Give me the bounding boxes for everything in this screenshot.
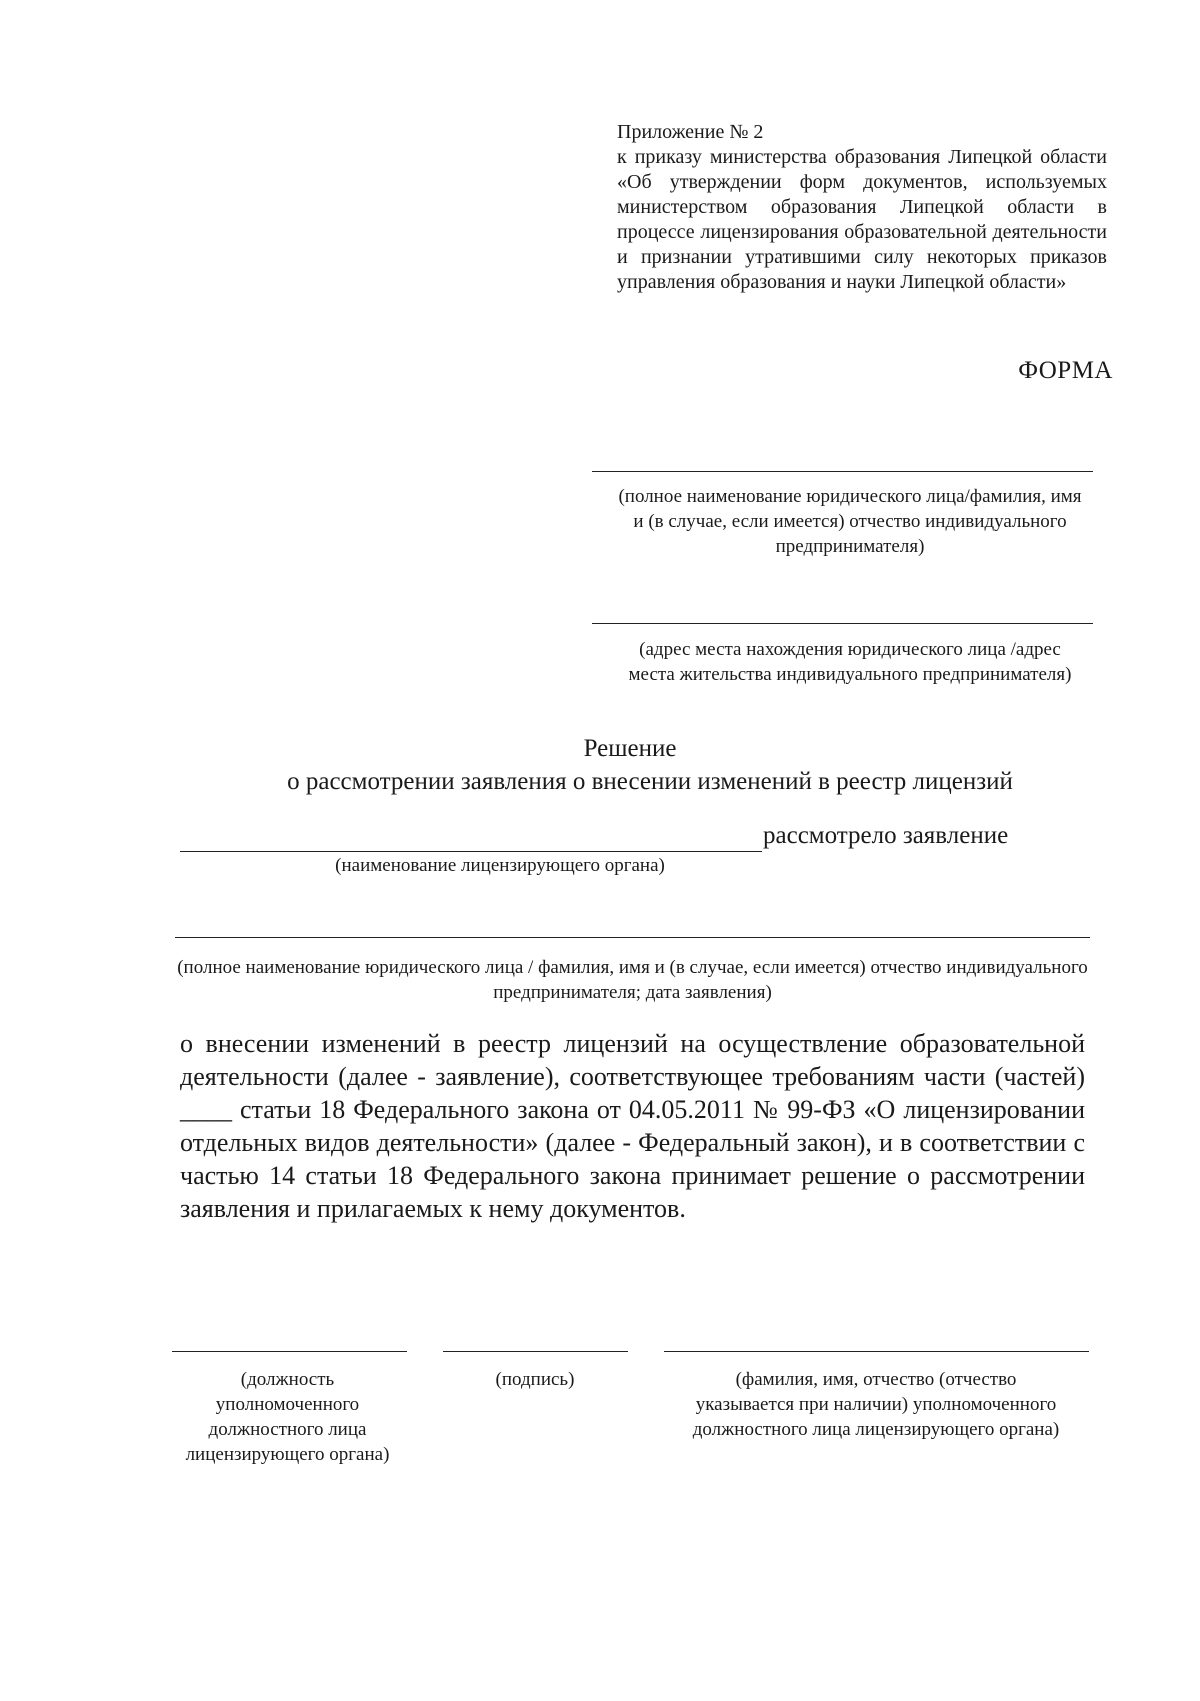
annex-body: к приказу министерства образования Липецкой области «Об утверждении форм документов, используемых министерством образования Липецкой области в процессе лицензирования образовательной деятельности и признании утратившими силу некоторых приказов управления образования и науки Липецкой области» bbox=[617, 146, 1107, 293]
applicant-line bbox=[175, 937, 1090, 938]
decision-body: о внесении изменений в реестр лицензий на осуществление образовательной деятельности (далее - заявление), соответствующее требованиям части (частей) ____ статьи 18 Федерального закона от 04.05.2011 № 99-ФЗ «О лицензировании отдельных видов деятельности» (далее - Федеральный закон), и в соответствии с частью 14 статьи 18 Федерального закона принимает решение о рассмотрении заявления и прилагаемых к нему документов. bbox=[180, 1029, 1085, 1223]
recipient-address-line bbox=[592, 623, 1093, 624]
annex-block bbox=[617, 120, 1107, 295]
authority-caption: (наименование лицензирующего органа) bbox=[335, 855, 665, 876]
reviewed-text: рассмотрело заявление bbox=[763, 822, 1009, 849]
position-line bbox=[172, 1351, 407, 1352]
decision-subtitle: о рассмотрении заявления о внесении изменений в реестр лицензий bbox=[287, 768, 1013, 795]
recipient-name-line bbox=[592, 471, 1093, 472]
signature-line bbox=[443, 1351, 628, 1352]
form-label: ФОРМА bbox=[1018, 357, 1113, 384]
full-name-caption: (фамилия, имя, отчество (отчество указывается при наличии) уполномоченного должностного лица лицензирующего органа) bbox=[692, 1369, 1060, 1440]
applicant-caption: (полное наименование юридического лица / фамилия, имя и (в случае, если имеется) отчество индивидуального предпринимателя; дата заявления) bbox=[177, 957, 1088, 1003]
recipient-name-caption: (полное наименование юридического лица/фамилия, имя и (в случае, если имеется) отчество индивидуального предпринимателя) bbox=[618, 486, 1082, 557]
signature-caption: (подпись) bbox=[495, 1369, 575, 1390]
annex-title: Приложение № 2 bbox=[617, 121, 764, 143]
full-name-line bbox=[664, 1351, 1089, 1352]
decision-title: Решение bbox=[583, 735, 677, 762]
authority-line bbox=[180, 851, 762, 852]
position-caption: (должность уполномоченного должностного лица лицензирующего органа) bbox=[185, 1369, 390, 1465]
recipient-address-caption: (адрес места нахождения юридического лица /адрес места жительства индивидуального предпринимателя) bbox=[628, 639, 1072, 685]
